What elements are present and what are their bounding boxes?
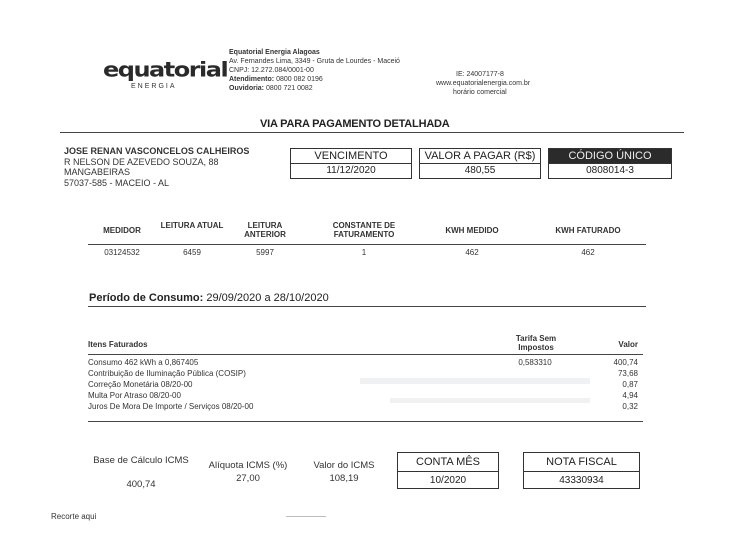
icms-base-value: 400,74 <box>126 479 156 490</box>
item-row-desc: Consumo 462 kWh a 0,867405 <box>88 358 199 367</box>
icms-base-label: Base de Cálculo ICMS <box>93 455 189 466</box>
icms-aliquota-label: Alíquota ICMS (%) <box>208 460 288 471</box>
meter-value-kwh-faturado: 462 <box>581 248 595 257</box>
item-row-tarifa: 0,583310 <box>518 358 552 367</box>
due-date-box <box>290 148 412 179</box>
scan-smudge <box>360 378 590 384</box>
item-row-valor: 0,87 <box>622 380 638 389</box>
company-info <box>229 48 400 93</box>
amount-box <box>419 148 541 179</box>
items-header-valor: Valor <box>618 340 638 349</box>
items-divider <box>88 354 643 355</box>
period-label: Período de Consumo: <box>89 292 204 304</box>
meter-header-kwh-medido: KWH MEDIDO <box>445 226 499 235</box>
page-title: VIA PARA PAGAMENTO DETALHADA <box>260 118 450 130</box>
meter-value-constante: 1 <box>361 248 367 257</box>
unique-code-label: CÓDIGO ÚNICO <box>549 149 671 164</box>
customer-block <box>64 146 249 188</box>
meter-header-leitura-anterior: LEITURA ANTERIOR <box>244 221 286 239</box>
nota-fiscal-label: NOTA FISCAL <box>524 453 639 472</box>
due-date-label: VENCIMENTO <box>291 149 411 164</box>
company-hours: horário comercial <box>453 89 507 96</box>
customer-district: MANGABEIRAS <box>64 167 131 177</box>
meter-value-leitura-atual: 6459 <box>183 248 201 257</box>
items-header-label: Itens Faturados <box>88 340 148 349</box>
company-address: Av. Fernandes Lima, 3349 - Gruta de Lourdes - Maceió <box>229 58 400 65</box>
atendimento-label: Atendimento: <box>229 76 275 83</box>
meter-header-kwh-faturado: KWH FATURADO <box>555 226 621 235</box>
atendimento-phone: 0800 082 0196 <box>276 76 323 83</box>
item-row-valor: 0,32 <box>622 402 638 411</box>
cut-line-mark <box>286 516 326 517</box>
ouvidoria-line <box>229 84 400 93</box>
conta-mes-value: 10/2020 <box>429 475 467 486</box>
ouvidoria-phone: 0800 721 0082 <box>265 85 313 92</box>
consumption-period <box>89 292 329 304</box>
period-start: 29/09/2020 <box>206 292 262 304</box>
amount-value: 480,55 <box>464 165 496 176</box>
amount-label: VALOR A PAGAR (R$) <box>420 149 540 164</box>
customer-city: 57037-585 - MACEIO - AL <box>64 177 170 188</box>
period-divider <box>88 306 646 307</box>
conta-mes-box <box>397 452 499 489</box>
conta-mes-label: CONTA MÊS <box>398 453 498 472</box>
item-row-valor: 400,74 <box>613 358 638 367</box>
company-info-right <box>436 70 530 97</box>
company-website: www.equatorialenergia.com.br <box>436 80 531 87</box>
nota-fiscal-value: 43330934 <box>559 475 604 486</box>
period-end: 28/10/2020 <box>273 292 329 304</box>
unique-code-value: 0808014-3 <box>586 165 634 176</box>
title-divider <box>60 132 684 133</box>
icms-valor-value: 108,19 <box>329 473 359 484</box>
customer-street: R NELSON DE AZEVEDO SOUZA, 88 <box>64 156 219 167</box>
meter-divider <box>88 244 646 245</box>
item-row-desc: Multa Por Atraso 08/20-00 <box>88 391 181 400</box>
atendimento-line <box>229 75 400 84</box>
item-row-desc: Juros De Mora De Importe / Serviços 08/20-00 <box>88 402 254 411</box>
equatorial-logo: equatorial <box>103 58 228 82</box>
ouvidoria-label: Ouvidoria: <box>229 85 265 92</box>
company-cnpj: CNPJ: 12.272.084/0001-00 <box>229 67 314 74</box>
meter-value-medidor: 03124532 <box>104 248 140 257</box>
meter-header-constante: CONSTANTE DE FATURAMENTO <box>332 221 396 239</box>
logo-subtitle: ENERGIA <box>131 83 177 90</box>
meter-header-medidor: MEDIDOR <box>103 226 141 235</box>
items-bottom-divider <box>88 421 643 422</box>
item-row-valor: 73,68 <box>617 369 638 378</box>
due-date-value: 11/12/2020 <box>326 165 376 176</box>
scan-smudge <box>390 398 590 403</box>
company-name: Equatorial Energia Alagoas <box>229 49 320 56</box>
item-row-desc: Correção Monetária 08/20-00 <box>88 380 193 389</box>
items-header-tarifa: Tarifa Sem Impostos <box>515 334 557 352</box>
customer-name: JOSE RENAN VASCONCELOS CALHEIROS <box>64 146 250 156</box>
meter-value-kwh-medido: 462 <box>465 248 479 257</box>
company-ie: IE: 24007177-8 <box>456 71 504 78</box>
unique-code-box <box>548 148 672 179</box>
nota-fiscal-box <box>523 452 640 489</box>
meter-value-leitura-anterior: 5997 <box>256 248 274 257</box>
icms-valor-label: Valor do ICMS <box>313 460 375 471</box>
meter-header-leitura-atual: LEITURA ATUAL <box>160 221 224 230</box>
period-sep: a <box>264 292 271 304</box>
item-row-valor: 4,94 <box>622 391 638 400</box>
item-row-desc: Contribuição de Iluminação Pública (COSIP) <box>88 369 246 378</box>
icms-aliquota-value: 27,00 <box>236 473 260 484</box>
cut-here-label: Recorte aqui <box>51 512 97 521</box>
